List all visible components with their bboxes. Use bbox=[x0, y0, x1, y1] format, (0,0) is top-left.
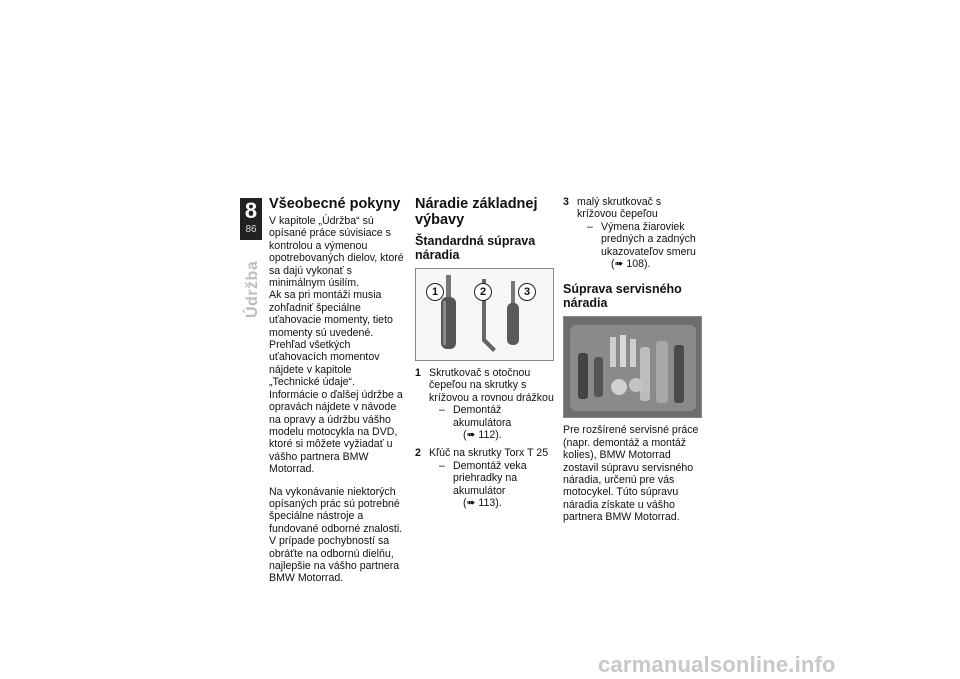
list-item bbox=[563, 196, 703, 270]
callout-2: 2 bbox=[474, 283, 492, 301]
item-text: malý skrutkovač s krížovou čepeľou bbox=[577, 196, 662, 221]
page-number: 86 bbox=[245, 224, 257, 235]
general-notes-para-2: Ak sa pri montáži musia zohľadniť špeciálne uťahovacie momenty, tieto momenty sú uvedené. Prehľad všetkých uťahovacích momentov nájdete v kapitole „Technické údaje“. bbox=[269, 289, 393, 389]
column-standard-tools bbox=[415, 196, 555, 509]
list-item bbox=[415, 367, 555, 441]
page-ref: (➠ 113). bbox=[463, 497, 502, 510]
item-number: 3 bbox=[563, 196, 569, 208]
item-sub bbox=[429, 460, 555, 510]
item-number: 2 bbox=[415, 447, 421, 460]
watermark: carmanualsonline.info bbox=[598, 652, 836, 677]
tools-title: Náradie základnej výbavy bbox=[415, 196, 538, 228]
general-notes-para-3: Informácie o ďalšej údržbe a opravách nájdete v návode na opravy a údržbu vášho modelu motocykla na DVD, ktoré si môžete vyžiadať u vášho partnera BMW Motorrad. bbox=[269, 388, 403, 476]
callout-3: 3 bbox=[518, 283, 536, 301]
item-text: Kľúč na skrutky Torx T 25 bbox=[429, 447, 549, 460]
general-notes-para-4: Na vykonávanie niektorých opísaných prác sú potrebné špeciálne nástroje a fundované odborné znalosti. V prípade pochybností sa obráťte na odbornú dielňu, najlepšie na vášho partnera BMW Motorrad. bbox=[269, 485, 403, 585]
standard-tools-figure bbox=[415, 268, 554, 361]
item-sub-text: Demontáž veka priehradky na akumulátor bbox=[453, 459, 527, 497]
dash-icon: – bbox=[439, 404, 445, 417]
item-sub bbox=[429, 404, 555, 441]
list-item bbox=[415, 447, 555, 509]
service-kit-illustration bbox=[564, 317, 701, 417]
dash-icon: – bbox=[439, 459, 445, 472]
standard-kit-subtitle: Štandardná súprava náradia bbox=[415, 234, 536, 262]
general-notes-para-1: V kapitole „Údržba“ sú opísané práce súvisiace s kontrolou a výmenou opotrebovaných dielov, ktoré sa dajú vykonať s minimálnym úsilím. bbox=[269, 215, 404, 290]
column-general-notes bbox=[269, 196, 405, 585]
column-service-kit bbox=[563, 196, 703, 524]
chapter-side-label: Údržba bbox=[244, 260, 261, 318]
service-kit-figure bbox=[563, 316, 702, 418]
service-kit-para: Pre rozšírené servisné práce (napr. demontáž a montáž kolies), BMW Motorrad zostavil súpravu servisného náradia, určenú pre vás motocykel. Túto súpravu náradia získate u vášho partnera BMW Motorrad. bbox=[563, 424, 699, 524]
item-text: Skrutkovač s otočnou čepeľou na skrutky s krížovou a rovnou drážkou bbox=[429, 367, 554, 404]
chapter-number: 8 bbox=[244, 198, 258, 223]
item-sub-text: Demontáž akumulátora bbox=[453, 404, 512, 429]
dash-icon: – bbox=[587, 220, 593, 233]
callout-1: 1 bbox=[426, 283, 444, 301]
item-sub bbox=[577, 221, 703, 271]
service-kit-title: Súprava servisného náradia bbox=[563, 282, 682, 311]
item-number: 1 bbox=[415, 367, 421, 379]
chapter-tab bbox=[240, 198, 262, 240]
general-notes-title: Všeobecné pokyny bbox=[269, 196, 401, 212]
page-ref: (➠ 112). bbox=[463, 429, 502, 442]
page-ref: (➠ 108). bbox=[611, 258, 651, 271]
item-sub-text: Výmena žiaroviek predných a zadných ukazovateľov smeru bbox=[601, 220, 696, 258]
